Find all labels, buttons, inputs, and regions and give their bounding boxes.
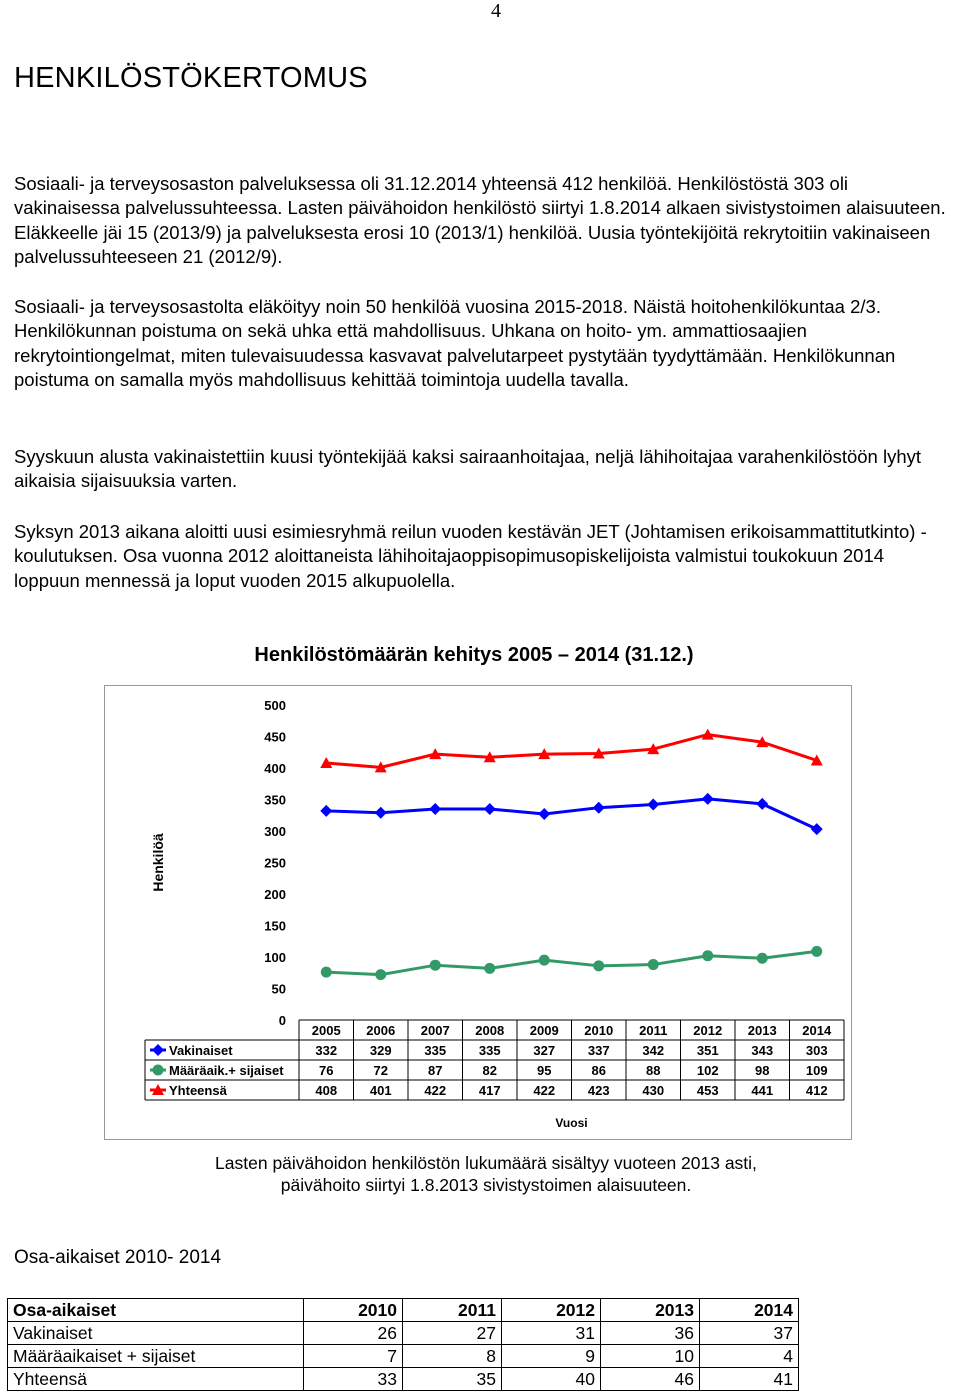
x-axis-title: Vuosi: [555, 1116, 588, 1130]
data-point: [648, 959, 659, 970]
data-table-value: 327: [533, 1043, 556, 1058]
table-cell: 41: [700, 1368, 799, 1391]
legend-label: Määräaik.+ sijaiset: [169, 1063, 284, 1078]
data-point: [593, 960, 604, 971]
data-point: [811, 823, 823, 835]
y-tick-label: 350: [264, 792, 286, 808]
table-header-cell: 2013: [601, 1299, 700, 1322]
table-header-cell: 2011: [403, 1299, 502, 1322]
data-point: [321, 967, 332, 978]
data-table-value: 351: [696, 1043, 719, 1058]
data-table-value: 422: [424, 1083, 447, 1098]
table-cell: 27: [403, 1322, 502, 1345]
table-cell: 36: [601, 1322, 700, 1345]
data-table-value: 82: [482, 1063, 497, 1078]
table-row-label: Vakinaiset: [8, 1322, 304, 1345]
data-table-value: 453: [696, 1083, 719, 1098]
data-table-value: 423: [587, 1083, 610, 1098]
data-point: [702, 793, 714, 805]
data-point: [756, 798, 768, 810]
table-row: [8, 1322, 799, 1345]
x-tick-label: 2012: [693, 1023, 723, 1038]
table-cell: 33: [304, 1368, 403, 1391]
x-tick-label: 2011: [639, 1023, 668, 1038]
x-tick-label: 2008: [475, 1023, 505, 1038]
table-cell: 46: [601, 1368, 700, 1391]
legend-marker: [153, 1065, 164, 1076]
table-cell: 40: [502, 1368, 601, 1391]
data-table-value: 329: [369, 1043, 392, 1058]
data-table-value: 337: [587, 1043, 610, 1058]
chart-title: Henkilöstömäärän kehitys 2005 – 2014 (31.12.): [254, 644, 694, 666]
series-line: [326, 951, 817, 974]
y-tick-label: 400: [264, 761, 286, 776]
data-table-value: 342: [642, 1043, 665, 1058]
paragraph-training: Syksyn 2013 aikana aloitti uusi esimiesryhmä reilun vuoden kestävän JET (Johtamisen erikoisammattitutkinto) -koulutuksen. Osa vuonna 2012 aloittaneista lähihoitajaoppisopimusopiskelijoista valmistui toukokuun 2014 loppuun mennessä ja loput vuoden 2015 alkupuolella.: [14, 521, 927, 591]
caption-line: päivähoito siirtyi 1.8.2013 sivistystoimen alaisuuteen.: [280, 1175, 692, 1195]
y-tick-label: 150: [264, 918, 286, 934]
y-tick-label: 500: [264, 698, 286, 713]
data-table-value: 86: [591, 1063, 606, 1078]
data-point: [375, 807, 387, 819]
x-tick-label: 2014: [802, 1023, 832, 1038]
data-point: [484, 803, 496, 815]
data-table-value: 88: [646, 1063, 661, 1078]
table-row: [8, 1368, 799, 1391]
data-table-value: 332: [315, 1043, 338, 1058]
table-header-cell: 2014: [700, 1299, 799, 1322]
data-table-value: 303: [805, 1043, 828, 1058]
table-cell: 8: [403, 1345, 502, 1368]
y-tick-label: 300: [264, 824, 286, 839]
y-tick-label: 100: [264, 950, 286, 965]
x-tick-label: 2007: [420, 1023, 450, 1038]
data-table-value: 401: [369, 1083, 392, 1098]
data-table-value: 76: [319, 1063, 334, 1078]
data-table-value: 335: [478, 1043, 501, 1058]
table-cell: 37: [700, 1322, 799, 1345]
data-table-value: 422: [533, 1083, 556, 1098]
part-time-table: [7, 1298, 799, 1391]
data-table-value: 87: [428, 1063, 443, 1078]
table-row-label: Yhteensä: [8, 1368, 304, 1391]
paragraph-retirement: Sosiaali- ja terveysosastolta eläköityy noin 50 henkilöä vuosina 2015-2018. Näistä hoitohenkilökuntaa 2/3. Henkilökunnan poistuma on sekä uhka että mahdollisuus. Uhkana on hoito- ym. ammattiosaajien rekrytointiongelmat, miten tulevaisuudessa kasvavat palvelutarpeet pystytään tyydyttämään. Henkilökunnan poistuma on samalla myös mahdollisuus kehittää toimintoja uudella tavalla.: [14, 296, 896, 391]
data-table-value: 417: [478, 1083, 501, 1098]
data-table-value: 95: [537, 1063, 552, 1078]
x-tick-label: 2005: [311, 1023, 341, 1038]
table-cell: 26: [304, 1322, 403, 1345]
series-line: [326, 799, 817, 829]
table-header-cell: 2010: [304, 1299, 403, 1322]
y-axis-title: Henkilöä: [150, 833, 166, 892]
data-table-value: 335: [424, 1043, 447, 1058]
table-title: Osa-aikaiset 2010- 2014: [14, 1247, 222, 1268]
paragraph-permanent-hires: Syyskuun alusta vakinaistettiin kuusi työntekijää kaksi sairaanhoitajaa, neljä lähihoitajaa varahenkilöstöön lyhyt aikaisia sijaisuuksia varten.: [14, 446, 922, 492]
table-cell: 4: [700, 1345, 799, 1368]
y-tick-label: 0: [278, 1013, 286, 1028]
page-title: HENKILÖSTÖKERTOMUS: [14, 62, 368, 94]
table-cell: 35: [403, 1368, 502, 1391]
data-point: [320, 805, 332, 817]
data-point: [430, 960, 441, 971]
x-tick-label: 2013: [747, 1023, 777, 1038]
page-number: 4: [491, 0, 501, 22]
data-table-value: 102: [696, 1063, 719, 1078]
legend-label: Yhteensä: [169, 1083, 227, 1098]
data-point: [702, 950, 713, 961]
data-table-value: 343: [751, 1043, 774, 1058]
table-cell: 7: [304, 1345, 403, 1368]
chart-caption: [104, 1152, 868, 1196]
x-tick-label: 2010: [584, 1023, 614, 1038]
legend-marker: [152, 1044, 164, 1056]
data-table-value: 98: [755, 1063, 770, 1078]
data-table-value: 72: [373, 1063, 388, 1078]
table-header-cell: Osa-aikaiset: [8, 1299, 304, 1322]
x-tick-label: 2009: [529, 1023, 559, 1038]
data-point: [539, 955, 550, 966]
chart-frame: [104, 685, 852, 1140]
y-tick-label: 200: [264, 887, 286, 902]
y-tick-label: 50: [271, 981, 286, 997]
paragraph-staff-summary: Sosiaali- ja terveysosaston palveluksessa oli 31.12.2014 yhteensä 412 henkilöä. Henkilöstöstä 303 oli vakinaisessa palvelussuhteessa. Lasten päivähoidon henkilöstö siirtyi 1.8.2014 alkaen sivistystoimen alaisuuteen. Eläkkeelle jäi 15 (2013/9) ja palveluksesta erosi 10 (2013/1) henkilöä. Uusia työntekijöitä rekrytoitiin vakinaiseen palvelussuhteeseen 21 (2012/9).: [14, 173, 946, 268]
line-chart: [105, 686, 853, 1141]
data-table-value: 408: [315, 1083, 338, 1098]
table-cell: 9: [502, 1345, 601, 1368]
data-table-value: 412: [805, 1083, 828, 1098]
legend-label: Vakinaiset: [169, 1043, 233, 1058]
data-point: [593, 802, 605, 814]
data-point: [757, 953, 768, 964]
table-header-row: [8, 1299, 799, 1322]
table-cell: 31: [502, 1322, 601, 1345]
table-cell: 10: [601, 1345, 700, 1368]
table-row: [8, 1345, 799, 1368]
y-tick-label: 250: [264, 855, 286, 871]
data-table-value: 441: [751, 1083, 774, 1098]
data-point: [538, 808, 550, 820]
caption-line: Lasten päivähoidon henkilöstön lukumäärä sisältyy vuoteen 2013 asti,: [215, 1153, 757, 1173]
x-tick-label: 2006: [366, 1023, 396, 1038]
series-line: [326, 735, 817, 768]
table-row-label: Määräaikaiset + sijaiset: [8, 1345, 304, 1368]
y-tick-label: 450: [264, 729, 286, 745]
data-point: [647, 799, 659, 811]
data-point: [484, 963, 495, 974]
data-point: [811, 946, 822, 957]
data-point: [429, 803, 441, 815]
data-table-value: 430: [642, 1083, 665, 1098]
table-header-cell: 2012: [502, 1299, 601, 1322]
data-table-value: 109: [805, 1063, 828, 1078]
data-point: [375, 969, 386, 980]
